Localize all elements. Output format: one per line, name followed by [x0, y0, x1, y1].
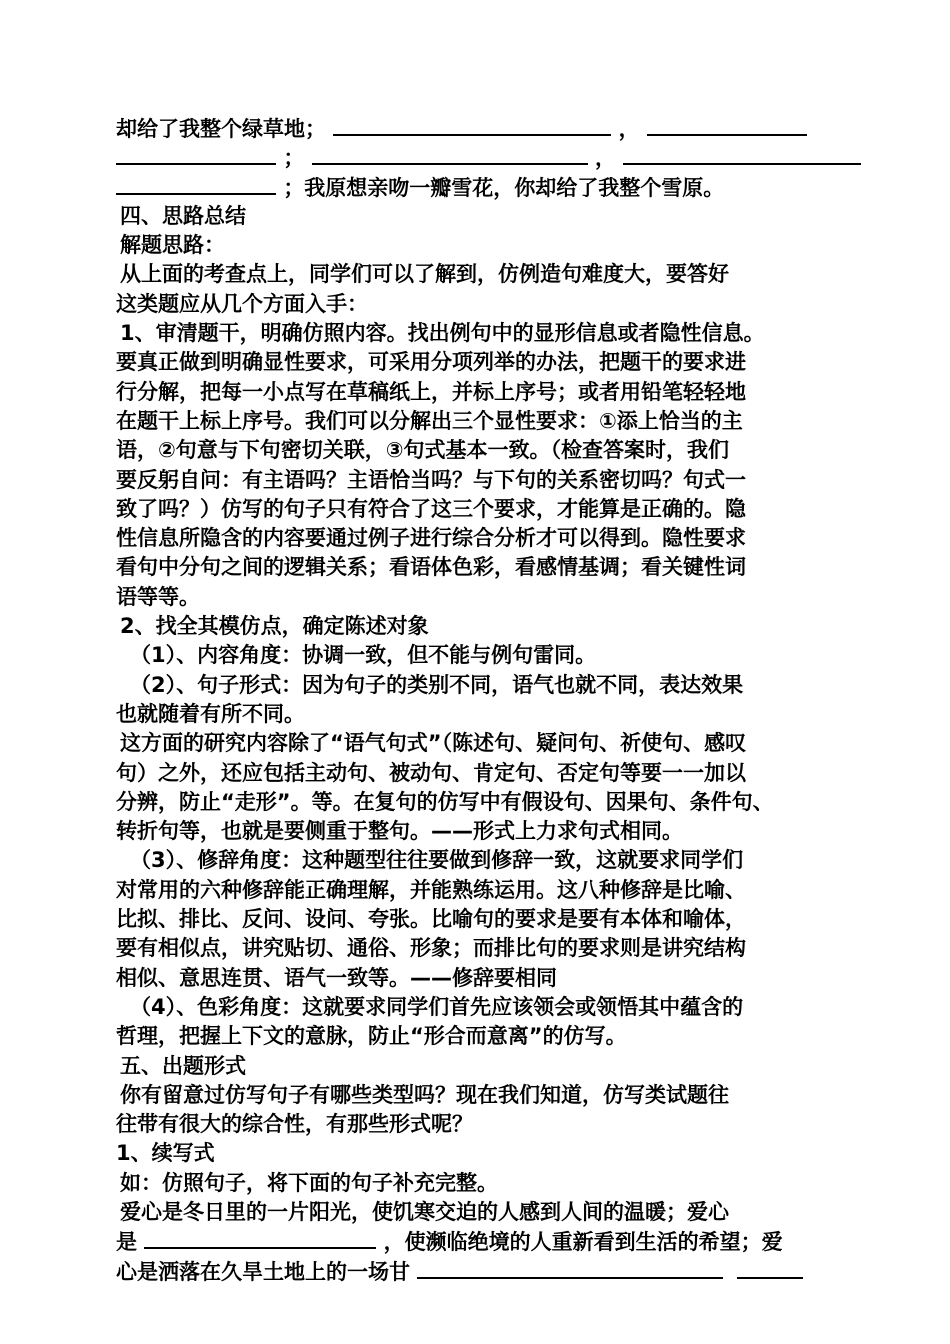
text-line: 语等等。	[116, 584, 200, 609]
fill-blank[interactable]	[417, 1257, 723, 1279]
text-segment: ；我原想亲吻一瓣雪花，你却给了我整个雪原。	[283, 175, 725, 200]
text-line: 致了吗？）仿写的句子只有符合了这三个要求，才能算是正确的。隐	[116, 496, 746, 521]
text-line: 从上面的考查点上，同学们可以了解到，仿例造句难度大，要答好	[120, 262, 729, 287]
text-line: 要真正做到明确显性要求，可采用分项列举的办法，把题干的要求进	[116, 350, 746, 375]
subheading: 2、找全其模仿点，确定陈述对象	[120, 614, 429, 639]
text-line: 在题干上标上序号。我们可以分解出三个显性要求：①添上恰当的主	[116, 408, 743, 433]
text-segment: 却给了我整个绿草地；	[116, 117, 326, 141]
text-line: 爱心是冬日里的一片阳光，使饥寒交迫的人感到人间的温暖；爱心	[120, 1199, 729, 1224]
fill-blank[interactable]	[333, 114, 611, 136]
text-segment: 心是洒落在久旱土地上的一场甘	[116, 1259, 410, 1284]
text-line: 也就随着有所不同。	[116, 701, 305, 726]
text-line: 要反躬自问：有主语吗？主语恰当吗？与下句的关系密切吗？句式一	[116, 467, 746, 492]
text-line	[116, 173, 834, 202]
fill-blank[interactable]	[737, 1257, 803, 1279]
text-line: 对常用的六种修辞能正确理解，并能熟练运用。这八种修辞是比喻、	[116, 877, 746, 902]
text-segment: ，	[618, 117, 640, 141]
text-line	[116, 1257, 834, 1286]
text-line: 看句中分句之间的逻辑关系；看语体色彩，看感情基调；看关键性词	[116, 555, 746, 580]
section-heading: 五、出题形式	[120, 1053, 246, 1078]
text-line	[116, 114, 834, 143]
text-line: 如：仿照句子，将下面的句子补充完整。	[120, 1170, 498, 1195]
fill-blank[interactable]	[647, 114, 807, 136]
text-line: 相似、意思连贯、语气一致等。——修辞要相同	[116, 965, 557, 990]
fill-blank[interactable]	[623, 143, 861, 165]
text-line: 往带有很大的综合性，有那些形式呢？	[116, 1112, 473, 1137]
text-line	[116, 1227, 834, 1256]
text-line	[116, 143, 834, 172]
subheading: 1、续写式	[116, 1141, 215, 1166]
text-segment: 是	[116, 1230, 137, 1255]
section-heading: 四、思路总结	[120, 203, 246, 228]
text-line: （1）、内容角度：协调一致，但不能与例句雷同。	[130, 643, 597, 668]
text-line: 性信息所隐含的内容要通过例子进行综合分析才可以得到。隐性要求	[116, 526, 746, 551]
text-line: （2）、句子形式：因为句子的类别不同，语气也就不同，表达效果	[130, 672, 744, 697]
fill-blank[interactable]	[116, 173, 276, 195]
text-line: 你有留意过仿写句子有哪些类型吗？现在我们知道，仿写类试题往	[120, 1082, 729, 1107]
fill-blank[interactable]	[116, 143, 276, 165]
fill-blank[interactable]	[144, 1227, 376, 1249]
text-line: （4）、色彩角度：这就要求同学们首先应该领会或领悟其中蕴含的	[130, 994, 744, 1019]
text-segment: ，使濒临绝境的人重新看到生活的希望；爱	[383, 1230, 783, 1255]
text-line: 比拟、排比、反问、设问、夸张。比喻句的要求是要有本体和喻体，	[116, 907, 746, 932]
text-segment: ；	[283, 146, 305, 171]
text-line: 分辨，防止“走形”。等。在复句的仿写中有假设句、因果句、条件句、	[116, 789, 774, 814]
text-line: 行分解，把每一小点写在草稿纸上，并标上序号；或者用铅笔轻轻地	[116, 379, 746, 404]
document-body	[116, 114, 834, 1286]
text-line: 转折句等，也就是要侧重于整句。——形式上力求句式相同。	[116, 819, 683, 844]
text-line: 句）之外，还应包括主动句、被动句、肯定句、否定句等要一一加以	[116, 760, 746, 785]
text-line: 语，②句意与下句密切关联，③句式基本一致。（检查答案时，我们	[116, 438, 730, 463]
text-line: 要有相似点，讲究贴切、通俗、形象；而排比句的要求则是讲究结构	[116, 936, 746, 961]
text-line: 这方面的研究内容除了“语气句式”（陈述句、疑问句、祈使句、感叹	[120, 731, 747, 756]
fill-blank[interactable]	[312, 143, 588, 165]
text-line: 1、审清题干，明确仿照内容。找出例句中的显形信息或者隐性信息。	[120, 321, 765, 346]
text-line: 哲理，把握上下文的意脉，防止“形合而意离”的仿写。	[116, 1024, 627, 1049]
text-line: （3）、修辞角度：这种题型往往要做到修辞一致，这就要求同学们	[130, 848, 744, 873]
text-line: 这类题应从几个方面入手：	[116, 291, 368, 316]
text-segment: ，	[594, 146, 616, 171]
subheading: 解题思路：	[120, 233, 225, 258]
